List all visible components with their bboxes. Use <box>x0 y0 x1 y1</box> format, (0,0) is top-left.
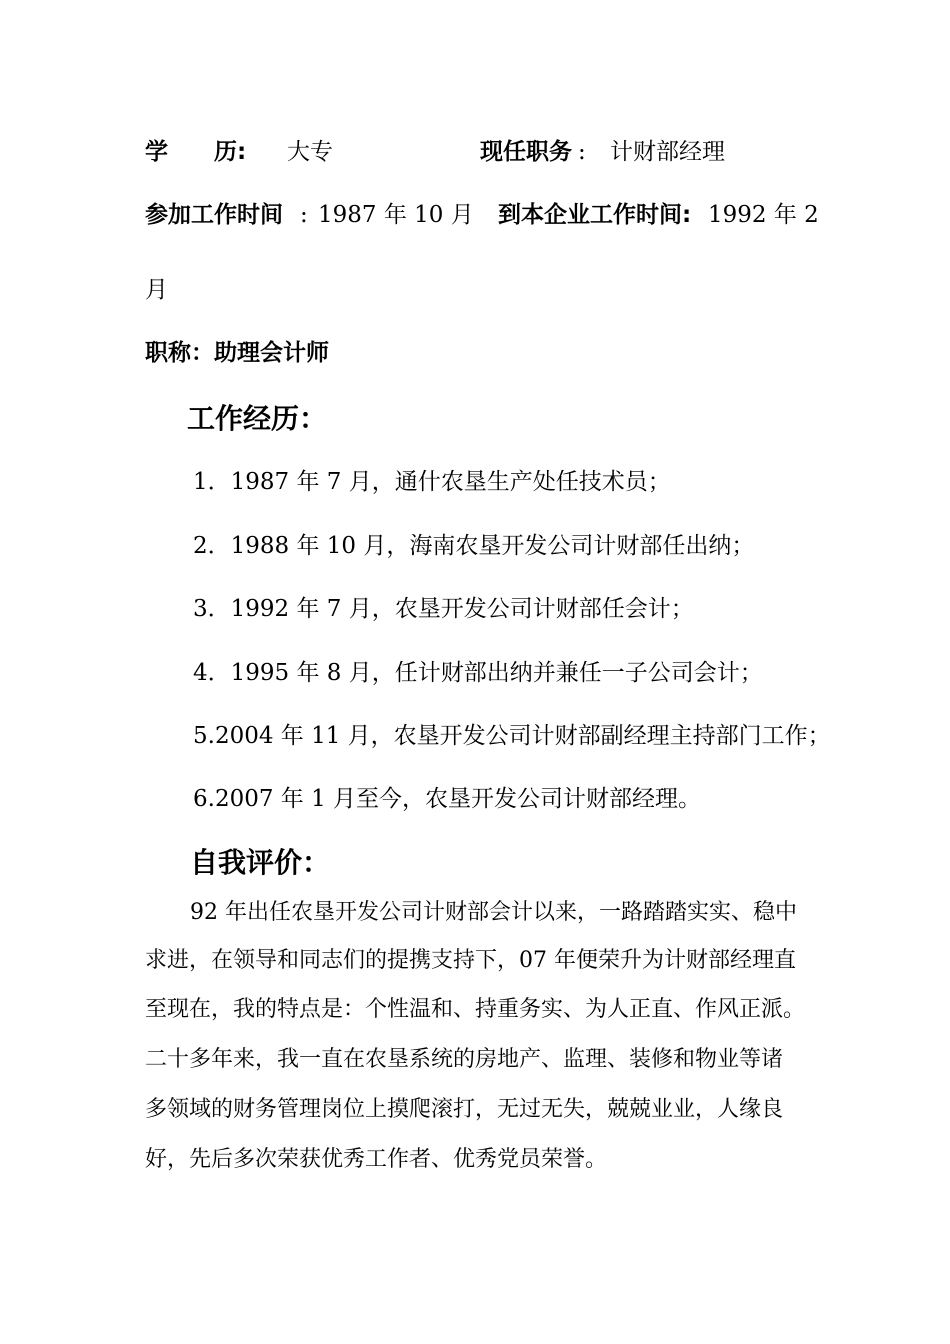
join-company-value-continued: 月 <box>145 277 168 303</box>
evaluation-line: 好，先后多次荣获优秀工作者、优秀党员荣誉。 <box>145 1147 608 1172</box>
evaluation-line: 92 年出任农垦开发公司计财部会计以来，一路踏踏实实、稳中 <box>190 900 797 925</box>
education-label: 学 历: <box>145 139 247 165</box>
evaluation-line: 至现在，我的特点是：个性温和、持重务实、为人正直、作风正派。 <box>145 997 806 1022</box>
self-evaluation-heading: 自我评价： <box>190 846 331 879</box>
join-company-label: 到本企业工作时间: <box>498 202 692 228</box>
experience-item: 5.2004 年 11 月，农垦开发公司计财部副经理主持部门工作； <box>193 723 831 749</box>
work-start-separator: : <box>300 202 308 228</box>
work-experience-heading: 工作经历： <box>187 402 328 435</box>
work-start-value: 1987 年 10 月 <box>318 202 474 228</box>
work-start-label: 参加工作时间 <box>145 202 283 228</box>
experience-item: 1．1987 年 7 月，通什农垦生产处任技术员； <box>193 469 671 495</box>
position-label: 现任职务 <box>480 139 572 165</box>
experience-item: 4．1995 年 8 月，任计财部出纳并兼任一子公司会计； <box>193 660 763 686</box>
join-company-value: 1992 年 2 <box>708 202 819 228</box>
evaluation-line: 求进，在领导和同志们的提携支持下，07 年便荣升为计财部经理直 <box>145 948 796 973</box>
evaluation-line: 二十多年来，我一直在农垦系统的房地产、监理、装修和物业等诸 <box>145 1047 784 1072</box>
professional-title: 职称：助理会计师 <box>145 340 329 366</box>
experience-item: 3．1992 年 7 月，农垦开发公司计财部任会计； <box>193 596 694 622</box>
position-separator: : <box>578 139 586 165</box>
experience-item: 6.2007 年 1 月至今，农垦开发公司计财部经理。 <box>193 786 702 812</box>
experience-item: 2．1988 年 10 月，海南农垦开发公司计财部任出纳； <box>193 533 755 559</box>
evaluation-line: 多领域的财务管理岗位上摸爬滚打，无过无失，兢兢业业，人缘良 <box>145 1097 784 1122</box>
education-value: 大专 <box>287 139 333 165</box>
position-value: 计财部经理 <box>610 139 725 165</box>
